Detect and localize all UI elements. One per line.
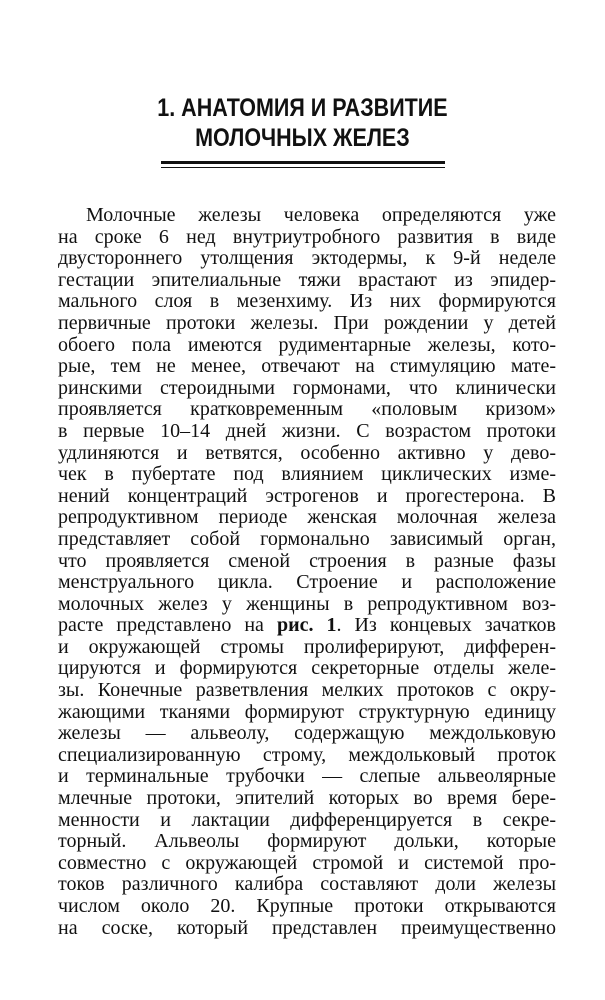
title-rule-thick (161, 161, 445, 164)
body-paragraph (58, 205, 556, 939)
text-line: Молочные железы человека определяются уже (86, 204, 556, 226)
text-line: специализированную строму, междольковый проток (58, 743, 556, 766)
text-line: мального слоя в мезенхиму. Из них формируются (58, 290, 556, 313)
text-line: гестации эпителиальные тяжи врастают из эпидер- (58, 268, 556, 291)
figure-reference: рис. 1 (276, 614, 337, 637)
text-line: на сроке 6 нед внутриутробного развития в виде (58, 225, 556, 248)
text-line: токов различного калибра составляют доли железы (58, 873, 556, 896)
text-line: менности и лактации дифференцируется в секре- (58, 808, 556, 831)
text-line: и окружающей стромы пролиферируют, дифферен- (58, 635, 556, 658)
text-line: репродуктивном периоде женская молочная железа (58, 506, 556, 529)
chapter-title (42, 93, 562, 153)
text-line: рые, тем не менее, отвечают на стимуляцию мате- (58, 355, 556, 378)
text-line: железы — альвеолу, содержащую междольковую (58, 722, 556, 745)
text-line: удлиняются и ветвятся, особенно активно у дево- (58, 441, 556, 464)
text-line: чек в пубертате под влиянием циклических изме- (58, 463, 556, 486)
text-line: менструального цикла. Строение и расположение (58, 571, 556, 594)
text-line: ринскими стероидными гормонами, что клинически (58, 376, 556, 399)
text-line: в первые 10–14 дней жизни. С возрастом протоки (58, 419, 556, 442)
title-rule-thin (161, 167, 445, 168)
text-line: обоего пола имеются рудиментарные железы, кото- (58, 333, 556, 356)
text-line: жающими тканями формируют структурную единицу (58, 700, 556, 723)
text-line: на соске, который представлен преимущественно (58, 916, 556, 939)
text-line: торный. Альвеолы формируют дольки, которые (58, 830, 556, 853)
text-line: проявляется кратковременным «половым кризом» (58, 398, 556, 421)
text-line-with-figure-ref (58, 615, 556, 637)
text-line: и терминальные трубочки — слепые альвеолярные (58, 765, 556, 788)
text-line: молочных желез у женщины в репродуктивном воз- (58, 592, 556, 615)
text-line: нений концентраций эстрогенов и прогестерона. В (58, 484, 556, 507)
text-fragment: расте представлено на (58, 614, 277, 637)
chapter-title-line-1: 1. АНАТОМИЯ И РАЗВИТИЕ (157, 94, 448, 122)
text-line: первичные протоки железы. При рождении у детей (58, 311, 556, 334)
text-line: что проявляется сменой строения в разные фазы (58, 549, 556, 572)
text-line: зы. Конечные разветвления мелких протоков с окру- (58, 679, 556, 702)
text-line: представляет собой гормонально зависимый орган, (58, 527, 556, 550)
text-line: совместно с окружающей стромой и системой про- (58, 851, 556, 874)
text-line: цируются и формируются секреторные отделы желе- (58, 657, 556, 680)
text-fragment: . Из концевых зачатков (336, 614, 556, 637)
text-line: двустороннего утолщения эктодермы, к 9-й неделе (58, 247, 556, 270)
text-line: млечные протоки, эпителий которых во время бере- (58, 787, 556, 810)
text-line: числом около 20. Крупные протоки открываются (58, 895, 556, 917)
chapter-title-line-2: МОЛОЧНЫХ ЖЕЛЕЗ (195, 124, 410, 152)
